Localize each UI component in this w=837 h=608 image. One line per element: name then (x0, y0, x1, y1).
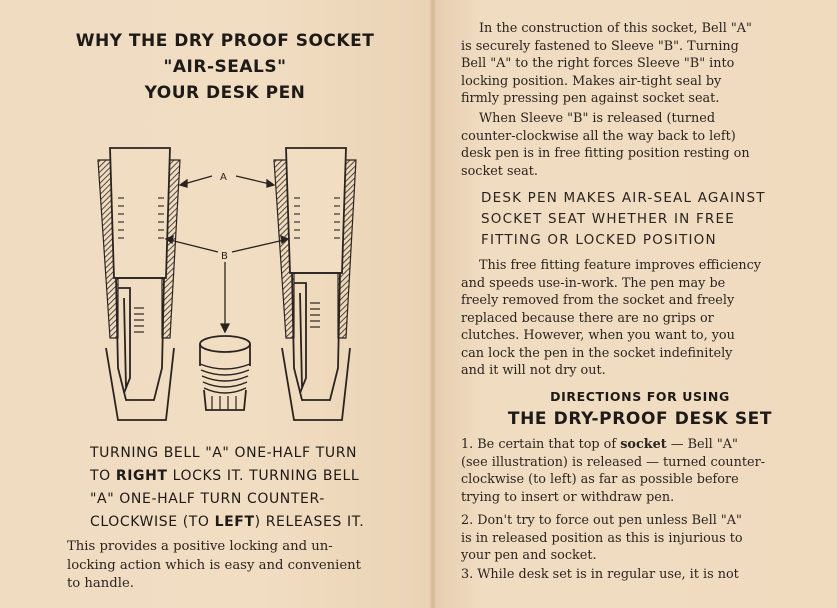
text-line: clutches. However, when you want to, you (461, 328, 735, 343)
label-b: B (221, 251, 228, 262)
text-line: 1. Be certain that top of socket — Bell "A" (461, 437, 738, 452)
text-line: counter-clockwise all the way back to left) (461, 128, 736, 144)
text-line: is securely fastened to Sleeve "B". Turning (461, 38, 739, 54)
text-line: 2. Don't try to force out pen unless Bell "A" (461, 513, 742, 528)
text-line: and speeds use-in-work. The pen may be (461, 275, 726, 291)
heading-line: SOCKET SEAT WHETHER IN FREE (481, 211, 735, 227)
title-line: "AIR-SEALS" (163, 57, 287, 77)
sleeve-drawing (200, 336, 250, 410)
paragraph-free-fitting (461, 257, 811, 380)
text-line: trying to insert or withdraw pen. (461, 489, 675, 505)
title-line: YOUR DESK PEN (144, 83, 306, 103)
body-line: to handle. (67, 576, 134, 591)
text-line: This free fitting feature improves efficiency (479, 258, 761, 273)
direction-item-2 (461, 512, 811, 565)
text-line: your pen and socket. (461, 548, 597, 563)
left-title (40, 28, 410, 106)
text-line: desk pen is in free fitting position resting on (461, 146, 750, 161)
text-line: (see illustration) is released — turned counter- (461, 454, 766, 470)
text-line: replaced because there are no grips or (461, 310, 714, 326)
paragraph-sleeve-release (461, 110, 811, 180)
text-line: freely removed from the socket and freely (461, 293, 735, 308)
heading-line: FITTING OR LOCKED POSITION (481, 232, 717, 248)
illustration-caption (90, 442, 410, 534)
text-line: can lock the pen in the socket indefinitely (461, 345, 733, 361)
text-line: Bell "A" to the right forces Sleeve "B" into (461, 56, 735, 71)
text-line: firmly pressing pen against socket seat. (461, 91, 720, 106)
text-line: locking position. Makes air-tight seal by (461, 73, 722, 89)
text-line: clockwise (to left) as far as possible before (461, 472, 739, 487)
paragraph-construction (461, 20, 811, 108)
left-socket-drawing (98, 148, 180, 420)
air-seal-heading (481, 188, 811, 251)
heading-line: DESK PEN MAKES AIR-SEAL AGAINST (481, 190, 766, 206)
directions-heading: THE DRY-PROOF DESK SET (507, 409, 773, 429)
text-line: 3. While desk set is in regular use, it is not (461, 567, 739, 582)
right-socket-drawing (274, 148, 356, 420)
page-fold (430, 0, 436, 608)
text-line: is in released position as this is injurious to (461, 530, 743, 546)
direction-item-1 (461, 436, 811, 506)
text-line: socket seat. (461, 163, 538, 179)
title-line: WHY THE DRY PROOF SOCKET (75, 31, 375, 51)
directions-subheading: DIRECTIONS FOR USING (550, 389, 730, 404)
body-line: This provides a positive locking and un- (67, 539, 333, 554)
text-line: When Sleeve "B" is released (turned (479, 111, 716, 126)
left-body-paragraph (67, 538, 412, 594)
direction-item-3 (461, 566, 811, 584)
caption-line: CLOCKWISE (TO LEFT) RELEASES IT. (90, 514, 365, 530)
text-line: In the construction of this socket, Bell "A" (479, 21, 752, 36)
caption-line: TO RIGHT LOCKS IT. TURNING BELL (90, 468, 360, 484)
socket-illustration (88, 138, 368, 423)
caption-line: TURNING BELL "A" ONE-HALF TURN (90, 445, 358, 461)
label-a: A (220, 172, 227, 183)
text-line: and it will not dry out. (461, 363, 606, 378)
caption-line: "A" ONE-HALF TURN COUNTER- (90, 491, 325, 507)
body-line: locking action which is easy and convenient (67, 557, 361, 573)
